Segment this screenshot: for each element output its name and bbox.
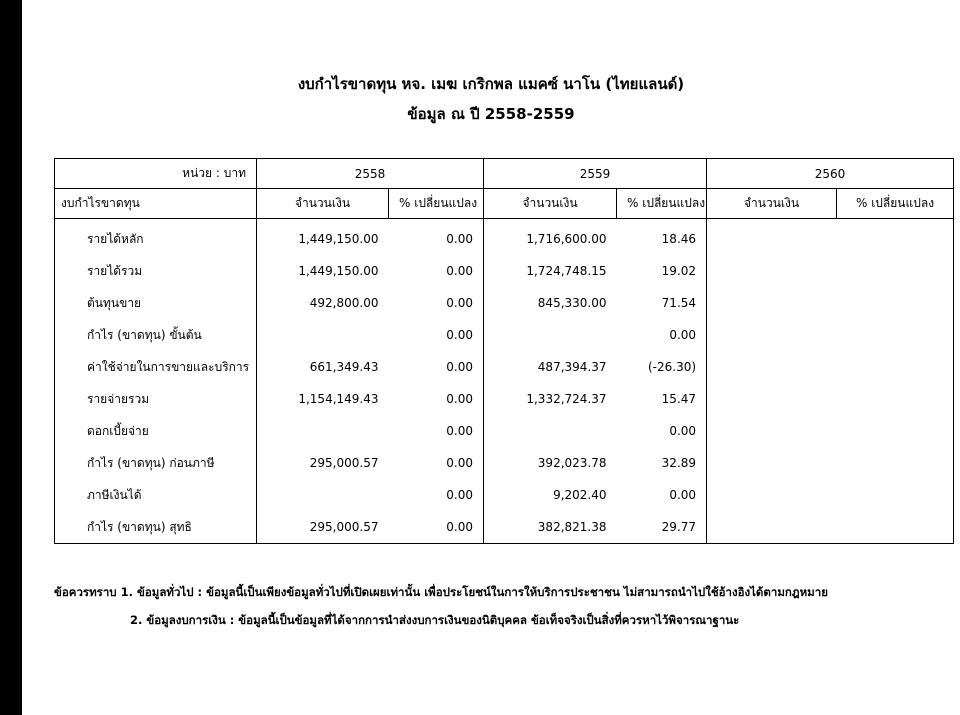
amount-2560 xyxy=(707,383,837,415)
amount-2560 xyxy=(707,219,837,256)
pct-2558: 0.00 xyxy=(389,511,484,544)
row-label: กำไร (ขาดทุน) สุทธิ xyxy=(55,511,257,544)
row-label: กำไร (ขาดทุน) ก่อนภาษี xyxy=(55,447,257,479)
amount-2560 xyxy=(707,415,837,447)
year-header-2559: 2559 xyxy=(484,159,707,189)
pct-2558: 0.00 xyxy=(389,351,484,383)
row-label: รายได้หลัก xyxy=(55,219,257,256)
pct-2558: 0.00 xyxy=(389,415,484,447)
table-row xyxy=(55,255,954,287)
disclaimer-note-2: 2. ข้อมูลงบการเงิน : ข้อมูลนี้เป็นข้อมูลที่ได้จากการนำส่งงบการเงินของนิติบุคคล ข้อเท็จจริงเป็นสิ่งที่ควรหาไว้พิจารณาฐานะ xyxy=(130,613,740,627)
pct-2559: 15.47 xyxy=(617,383,707,415)
amount-2559 xyxy=(484,319,617,351)
amount-2559: 9,202.40 xyxy=(553,488,607,502)
amount-2560 xyxy=(707,511,837,544)
amount-2559: 392,023.78 xyxy=(537,456,607,470)
amount-2559 xyxy=(484,415,617,447)
pct-2558: 0.00 xyxy=(389,287,484,319)
table-year-header-row xyxy=(55,159,954,189)
table-row xyxy=(55,511,954,544)
amount-2558: 1,449,150.00 xyxy=(298,264,379,278)
amount-2560 xyxy=(707,479,837,511)
pct-2560 xyxy=(837,447,954,479)
row-label: ภาษีเงินได้ xyxy=(55,479,257,511)
year-header-2558: 2558 xyxy=(257,159,484,189)
amount-2558: 1,449,150.00 xyxy=(298,232,379,246)
amount-2559: 1,724,748.15 xyxy=(526,264,607,278)
table-row xyxy=(55,351,954,383)
pct-2558: 0.00 xyxy=(389,383,484,415)
unit-label: หน่วย : บาท xyxy=(55,159,257,189)
table-row xyxy=(55,319,954,351)
row-label: กำไร (ขาดทุน) ขั้นต้น xyxy=(55,319,257,351)
amount-2558 xyxy=(257,479,389,511)
disclaimer-note-1: ข้อควรทราบ 1. ข้อมูลทั่วไป : ข้อมูลนี้เป็นเพียงข้อมูลทั่วไปที่เปิดเผยเท่านั้น เพื่อประโยชน์ในการให้บริการประชาชน ไม่สามารถนำไปใช้อ้างอิงได้ตามกฎหมาย xyxy=(54,585,828,599)
pct-2560 xyxy=(837,255,954,287)
amount-2558: 661,349.43 xyxy=(309,360,379,374)
pct-2559: 0.00 xyxy=(617,319,707,351)
table-row xyxy=(55,447,954,479)
pct-2560 xyxy=(837,511,954,544)
row-label: รายได้รวม xyxy=(55,255,257,287)
amount-2558: 1,154,149.43 xyxy=(298,392,379,406)
pct-2559: 0.00 xyxy=(617,479,707,511)
year-header-2560: 2560 xyxy=(707,159,954,189)
pct-2560 xyxy=(837,287,954,319)
amount-2558: 295,000.57 xyxy=(309,456,379,470)
income-statement-table xyxy=(54,158,954,544)
amount-2559: 382,821.38 xyxy=(537,520,607,534)
pct-2560 xyxy=(837,383,954,415)
pct-2559: 18.46 xyxy=(617,219,707,256)
amount-2560 xyxy=(707,255,837,287)
table-row xyxy=(55,383,954,415)
amount-2560 xyxy=(707,319,837,351)
col-pct-2558: % เปลี่ยนแปลง xyxy=(389,189,484,219)
pct-2559: 71.54 xyxy=(617,287,707,319)
pct-2559: 32.89 xyxy=(617,447,707,479)
col-amount-2558: จำนวนเงิน xyxy=(257,189,389,219)
pct-2558: 0.00 xyxy=(389,479,484,511)
table-row xyxy=(55,479,954,511)
table-row xyxy=(55,219,954,256)
amount-2560 xyxy=(707,351,837,383)
pct-2558: 0.00 xyxy=(389,219,484,256)
amount-2560 xyxy=(707,447,837,479)
row-label: ค่าใช้จ่ายในการขายและบริการ xyxy=(55,351,257,383)
document-subtitle: ข้อมูล ณ ปี 2558-2559 xyxy=(407,105,575,123)
table-column-header-row xyxy=(55,189,954,219)
col-pct-2559: % เปลี่ยนแปลง xyxy=(617,189,707,219)
row-label: รายจ่ายรวม xyxy=(55,383,257,415)
pct-2560 xyxy=(837,319,954,351)
col-pct-2560: % เปลี่ยนแปลง xyxy=(837,189,954,219)
table-row xyxy=(55,287,954,319)
row-label: ต้นทุนขาย xyxy=(55,287,257,319)
pct-2560 xyxy=(837,479,954,511)
pct-2559: (-26.30) xyxy=(617,351,707,383)
pct-2558: 0.00 xyxy=(389,255,484,287)
col-amount-2559: จำนวนเงิน xyxy=(484,189,617,219)
amount-2559: 1,716,600.00 xyxy=(526,232,607,246)
row-header-label: งบกำไรขาดทุน xyxy=(55,189,257,219)
pct-2560 xyxy=(837,351,954,383)
amount-2559: 487,394.37 xyxy=(537,360,607,374)
table-row xyxy=(55,415,954,447)
pct-2559: 0.00 xyxy=(617,415,707,447)
pct-2558: 0.00 xyxy=(389,319,484,351)
col-amount-2560: จำนวนเงิน xyxy=(707,189,837,219)
pct-2558: 0.00 xyxy=(389,447,484,479)
amount-2558: 295,000.57 xyxy=(309,520,379,534)
amount-2558 xyxy=(257,415,389,447)
amount-2559: 845,330.00 xyxy=(537,296,607,310)
pct-2559: 29.77 xyxy=(617,511,707,544)
amount-2560 xyxy=(707,287,837,319)
pct-2559: 19.02 xyxy=(617,255,707,287)
document-title: งบกำไรขาดทุน หจ. เมฆ เกริกพล แมคซ์ นาโน (ไทยแลนด์) xyxy=(297,75,685,93)
amount-2558: 492,800.00 xyxy=(309,296,379,310)
amount-2558 xyxy=(257,319,389,351)
document-page xyxy=(22,0,960,715)
row-label: ดอกเบี้ยจ่าย xyxy=(55,415,257,447)
pct-2560 xyxy=(837,219,954,256)
amount-2559: 1,332,724.37 xyxy=(526,392,607,406)
pct-2560 xyxy=(837,415,954,447)
